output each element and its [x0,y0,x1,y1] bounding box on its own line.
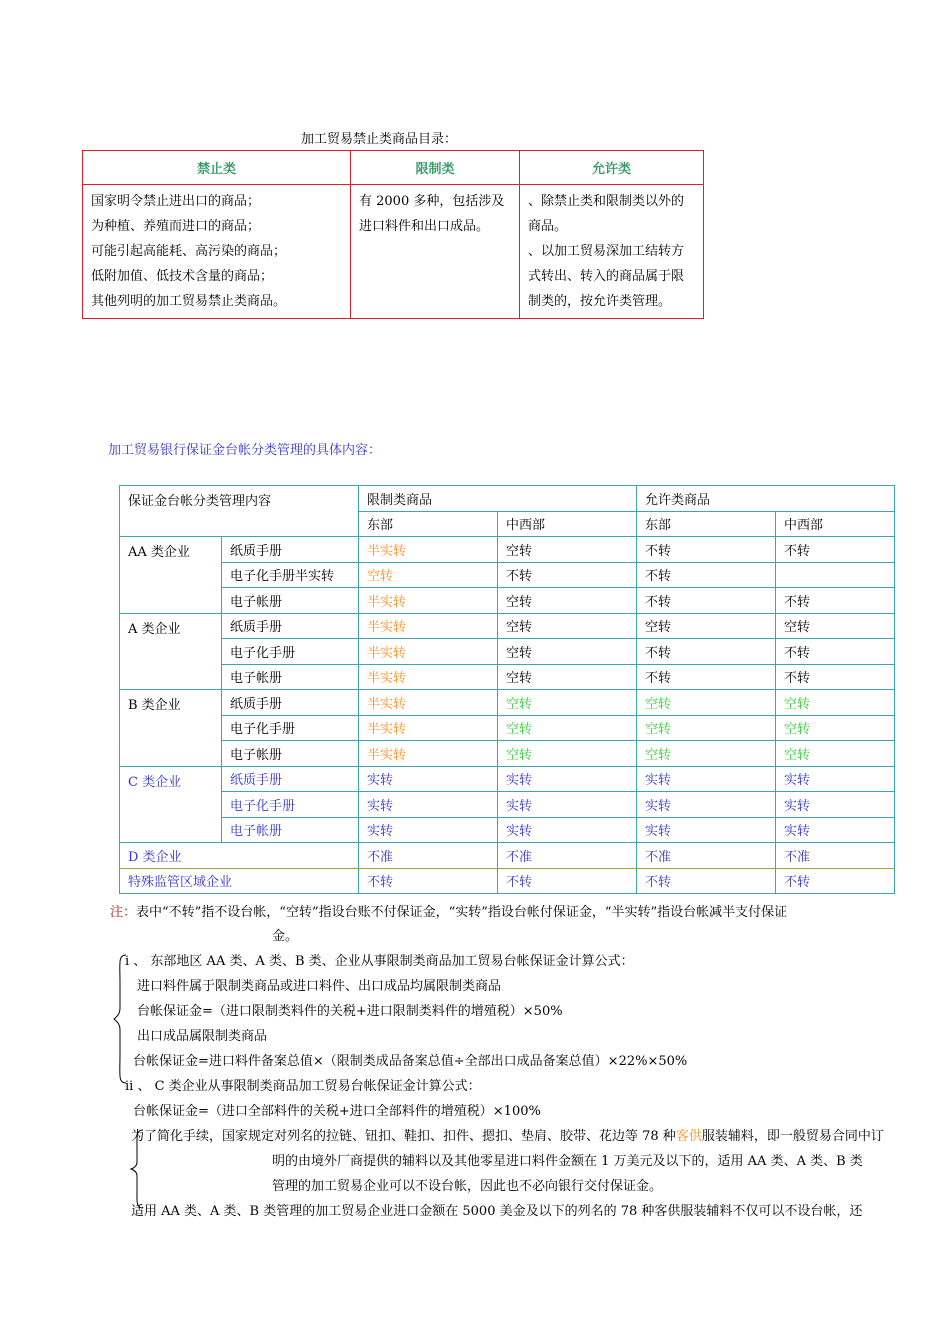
value-cell: 空转 [637,613,776,639]
restricted-line: 进口料件和出口成品。 [359,219,490,234]
value-cell: 不转 [776,537,895,563]
table-row [120,562,895,588]
value-cell: 不转 [498,562,637,588]
category-a: A 类企业 [120,613,222,690]
value-cell: 空转 [498,588,637,614]
value-cell: 半实转 [359,537,498,563]
type-cell: 电子化手册半实转 [222,562,359,588]
paragraph-1-line-2: 明的由境外厂商提供的辅料以及其他零星进口料件金额在 1 万美元及以下的，适用 AA 类、A 类、B 类 [272,1154,863,1169]
value-cell: 空转 [776,690,895,716]
header-allowed-goods: 允许类商品 [637,486,895,512]
header-restricted: 限制类 [351,151,520,185]
value-cell: 实转 [498,792,637,818]
formula-i-line: 进口料件属于限制类商品或进口料件、出口成品均属限制类商品 [137,979,502,994]
p1-text: 为了简化手续，国家规定对列名的拉链、钮扣、鞋扣、扣件、摁扣、垫肩、胶带、花边等 78 种 [131,1129,676,1144]
value-cell: 不转 [637,537,776,563]
value-cell: 空转 [776,741,895,767]
note-line-2: 金。 [272,929,299,944]
allowed-line: 式转出、转入的商品属于限 [528,269,685,284]
category-special: 特殊监管区域企业 [120,868,359,894]
type-cell: 电子化手册 [222,639,359,665]
table-row [120,690,895,716]
value-cell: 实转 [359,817,498,843]
table-row [120,537,895,563]
restricted-line: 有 2000 多种，包括涉及 [359,194,505,209]
header-midwest: 中西部 [498,511,637,537]
value-cell: 半实转 [359,613,498,639]
header-east: 东部 [637,511,776,537]
value-cell: 不转 [498,868,637,894]
paragraph-1-line-3: 管理的加工贸易企业可以不设台帐，因此也不必向银行交付保证金。 [272,1179,663,1194]
value-cell: 实转 [637,792,776,818]
table-row [120,868,895,894]
table-row [120,766,895,792]
value-cell: 不转 [776,588,895,614]
value-cell: 半实转 [359,690,498,716]
brace-icon [129,1128,147,1210]
table-row [120,639,895,665]
deposit-account-table [119,485,895,894]
value-cell: 空转 [498,690,637,716]
category-aa: AA 类企业 [120,537,222,614]
value-cell: 半实转 [359,664,498,690]
value-cell: 空转 [637,690,776,716]
value-cell: 半实转 [359,741,498,767]
value-cell: 不转 [776,868,895,894]
header-prohibited: 禁止类 [83,151,351,185]
type-cell: 电子帐册 [222,588,359,614]
value-cell: 不转 [637,868,776,894]
value-cell: 不转 [359,868,498,894]
value-cell: 实转 [776,792,895,818]
paragraph-1-line-1 [131,1125,884,1144]
table-row [120,843,895,869]
value-cell: 空转 [498,639,637,665]
value-cell: 空转 [498,715,637,741]
prohibited-goods-table [82,150,704,319]
value-cell: 不准 [359,843,498,869]
header-midwest: 中西部 [776,511,895,537]
header-allowed: 允许类 [520,151,704,185]
note-line [110,901,787,920]
table1-title: 加工贸易禁止类商品目录： [301,132,458,147]
header-content: 保证金台帐分类管理内容 [120,486,359,537]
value-cell: 不转 [637,639,776,665]
formula-i-line: 出口成品属限制类商品 [137,1029,268,1044]
prohibited-line: 国家明令禁止进出口的商品； [91,194,261,209]
value-cell: 实转 [498,766,637,792]
allowed-line: 、除禁止类和限制类以外的 [528,194,685,209]
type-cell: 纸质手册 [222,613,359,639]
note-text: 表中“不转”指不设台帐，“空转”指设台账不付保证金，“实转”指设台帐付保证金，“半实转”指设台帐减半支付保证 [136,905,788,920]
paragraph-2-line-1: 适用 AA 类、A 类、B 类管理的加工贸易企业进口金额在 5000 美金及以下的列名的 78 种客供服装辅料不仅可以不设台帐，还 [131,1204,863,1219]
value-cell: 空转 [776,715,895,741]
value-cell: 不准 [498,843,637,869]
value-cell: 不准 [637,843,776,869]
value-cell: 空转 [498,537,637,563]
p1-highlight: 客供 [675,1129,702,1144]
table-row [120,715,895,741]
table-row [120,588,895,614]
prohibited-cell [83,185,351,319]
allowed-line: 、以加工贸易深加工结转方 [528,244,685,259]
type-cell: 电子化手册 [222,715,359,741]
category-b: B 类企业 [120,690,222,767]
value-cell: 实转 [359,766,498,792]
value-cell [776,562,895,588]
allowed-line: 商品。 [528,219,568,234]
type-cell: 电子帐册 [222,741,359,767]
value-cell: 空转 [637,715,776,741]
table-row [120,613,895,639]
value-cell: 不转 [776,664,895,690]
value-cell: 空转 [637,741,776,767]
table-row [120,741,895,767]
value-cell: 实转 [637,766,776,792]
p1-text: 服装辅料，即一般贸易合同中订 [701,1129,884,1144]
brace-icon [112,953,130,1085]
prohibited-line: 其他列明的加工贸易禁止类商品。 [91,294,287,309]
type-cell: 电子帐册 [222,664,359,690]
type-cell: 纸质手册 [222,690,359,716]
value-cell: 不转 [637,588,776,614]
value-cell: 空转 [498,664,637,690]
value-cell: 实转 [498,817,637,843]
value-cell: 空转 [498,741,637,767]
formula-ii-heading: ii 、 C 类企业从事限制类商品加工贸易台帐保证金计算公式： [125,1079,481,1094]
value-cell: 实转 [776,817,895,843]
value-cell: 半实转 [359,715,498,741]
formula-i-line: 台帐保证金=进口料件备案总值×（限制类成品备案总值÷全部出口成品备案总值）×22%×50% [133,1054,688,1069]
type-cell: 纸质手册 [222,537,359,563]
category-c: C 类企业 [120,766,222,843]
type-cell: 电子帐册 [222,817,359,843]
table2-title: 加工贸易银行保证金台帐分类管理的具体内容： [108,443,382,458]
header-restricted-goods: 限制类商品 [359,486,637,512]
value-cell: 不转 [637,562,776,588]
allowed-cell [520,185,704,319]
value-cell: 空转 [359,562,498,588]
note-label: 注： [110,905,137,920]
table-row [120,664,895,690]
value-cell: 半实转 [359,588,498,614]
restricted-cell [351,185,520,319]
value-cell: 不转 [637,664,776,690]
formula-i-line: 台帐保证金=（进口限制类料件的关税+进口限制类料件的增殖税）×50% [137,1004,563,1019]
value-cell: 实转 [776,766,895,792]
prohibited-line: 为种植、养殖而进口的商品； [91,219,261,234]
prohibited-line: 低附加值、低技术含量的商品； [91,269,274,284]
formula-ii-line: 台帐保证金=（进口全部料件的关税+进口全部料件的增殖税）×100% [133,1104,541,1119]
category-d: D 类企业 [120,843,359,869]
header-east: 东部 [359,511,498,537]
prohibited-line: 可能引起高能耗、高污染的商品； [91,244,287,259]
value-cell: 半实转 [359,639,498,665]
formula-i-heading: i 、 东部地区 AA 类、A 类、B 类、企业从事限制类商品加工贸易台帐保证金计算公式： [125,954,634,969]
value-cell: 实转 [359,792,498,818]
table-row [120,792,895,818]
value-cell: 不准 [776,843,895,869]
type-cell: 纸质手册 [222,766,359,792]
table-row [120,817,895,843]
value-cell: 空转 [776,613,895,639]
value-cell: 空转 [498,613,637,639]
value-cell: 实转 [637,817,776,843]
allowed-line: 制类的，按允许类管理。 [528,294,672,309]
value-cell: 不转 [776,639,895,665]
type-cell: 电子化手册 [222,792,359,818]
